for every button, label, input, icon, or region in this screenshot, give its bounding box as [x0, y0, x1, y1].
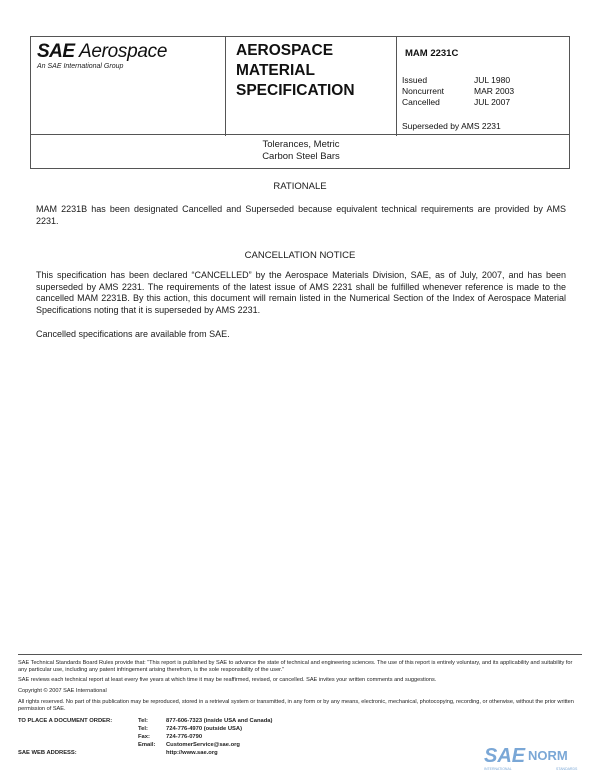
superseded-note: Superseded by AMS 2231	[402, 121, 501, 131]
status-dates	[402, 75, 514, 108]
header-divider	[396, 37, 397, 136]
availability-text: Cancelled specifications are available from SAE.	[36, 329, 230, 339]
rationale-text: MAM 2231B has been designated Cancelled and Superseded because equivalent technical requirements are provided by AMS 2231.	[36, 204, 566, 226]
watermark-sae-text: SAE	[484, 745, 526, 767]
status-label: Cancelled	[402, 97, 440, 107]
title-line: SPECIFICATION	[236, 82, 355, 99]
review-note: SAE reviews each technical report at least every five years at which time it may be reaffirmed, revised, or cancelled. SAE invites your written comments and suggestions.	[18, 677, 437, 683]
web-label: SAE WEB ADDRESS:	[18, 750, 77, 756]
status-value: JUL 1980	[474, 75, 511, 85]
rationale-heading: RATIONALE	[273, 181, 327, 192]
status-value: MAR 2003	[474, 86, 515, 96]
email-label: Email:	[138, 742, 156, 748]
rights-reserved: All rights reserved. No part of this publication may be reproduced, stored in a retrieval system or transmitted, in any form or by any means, electronic, mechanical, photocopying, recording, or otherwise, without the prior written permission of SAE.	[18, 699, 574, 712]
title-line: AEROSPACE	[236, 42, 334, 59]
document-subject	[31, 139, 571, 163]
logo-tagline: An SAE International Group	[37, 63, 124, 70]
header-divider	[225, 37, 226, 136]
watermark-norm-text: NORM	[528, 748, 568, 763]
subject-line: Tolerances, Metric	[262, 139, 340, 150]
contact-row	[18, 725, 272, 733]
footer-divider	[18, 654, 582, 655]
subject-line: Carbon Steel Bars	[262, 151, 340, 162]
fax-label: Fax:	[138, 734, 150, 740]
status-label: Issued	[402, 75, 428, 85]
copyright-line: Copyright © 2007 SAE International	[18, 688, 107, 694]
contact-row	[18, 741, 272, 749]
logo-aerospace-text: Aerospace	[79, 41, 168, 62]
web-address: http://www.sae.org	[166, 750, 218, 756]
document-title	[236, 41, 391, 101]
contact-row	[18, 749, 272, 757]
fax-number: 724-776-0790	[166, 734, 203, 740]
cancellation-heading: CANCELLATION NOTICE	[244, 250, 356, 261]
status-value: JUL 2007	[474, 97, 511, 107]
subject-box	[30, 135, 570, 169]
watermark-sub-left: INTERNATIONAL	[484, 767, 512, 771]
document-number: MAM 2231C	[405, 48, 459, 59]
title-line: MATERIAL	[236, 62, 315, 79]
logo-sae-text: SAE	[37, 41, 75, 62]
watermark-sub-right: STANDARDS	[556, 767, 578, 771]
sae-norm-logo-icon	[484, 742, 584, 772]
contact-block	[18, 717, 272, 757]
cancellation-text: This specification has been declared “CANCELLED” by the Aerospace Materials Division, SAE, as of July, 2007, and has been superseded by AMS 2231. The requirements of the latest issue of AMS 2231 shall be fulfilled whenever reference is made to the cancelled MAM 2231B. By this action, this document will remain listed in the Numerical Section of the Index of Aerospace Material Specifications noting that it is superseded by AMS 2231.	[36, 270, 566, 315]
sae-aerospace-logo	[37, 41, 217, 77]
status-row	[402, 75, 514, 86]
tel-label: Tel:	[138, 726, 148, 732]
order-label: TO PLACE A DOCUMENT ORDER:	[18, 718, 113, 724]
tel-number: 877-606-7323 (inside USA and Canada)	[166, 718, 273, 724]
status-row	[402, 86, 514, 97]
status-row	[402, 97, 514, 108]
status-label: Noncurrent	[402, 86, 445, 96]
tel-label: Tel:	[138, 718, 148, 724]
contact-row	[18, 717, 272, 725]
contact-row	[18, 733, 272, 741]
email-address: CustomerService@sae.org	[166, 742, 240, 748]
sae-norm-watermark-logo	[484, 742, 584, 772]
standards-board-rules: SAE Technical Standards Board Rules provide that: “This report is published by SAE to advance the state of technical and engineering sciences. The use of this report is entirely voluntary, and its applicability and suitability for any particular use, including any patent infringement arising therefrom, is the sole responsibility of the user.”	[18, 660, 573, 673]
tel-number: 724-776-4970 (outside USA)	[166, 726, 243, 732]
